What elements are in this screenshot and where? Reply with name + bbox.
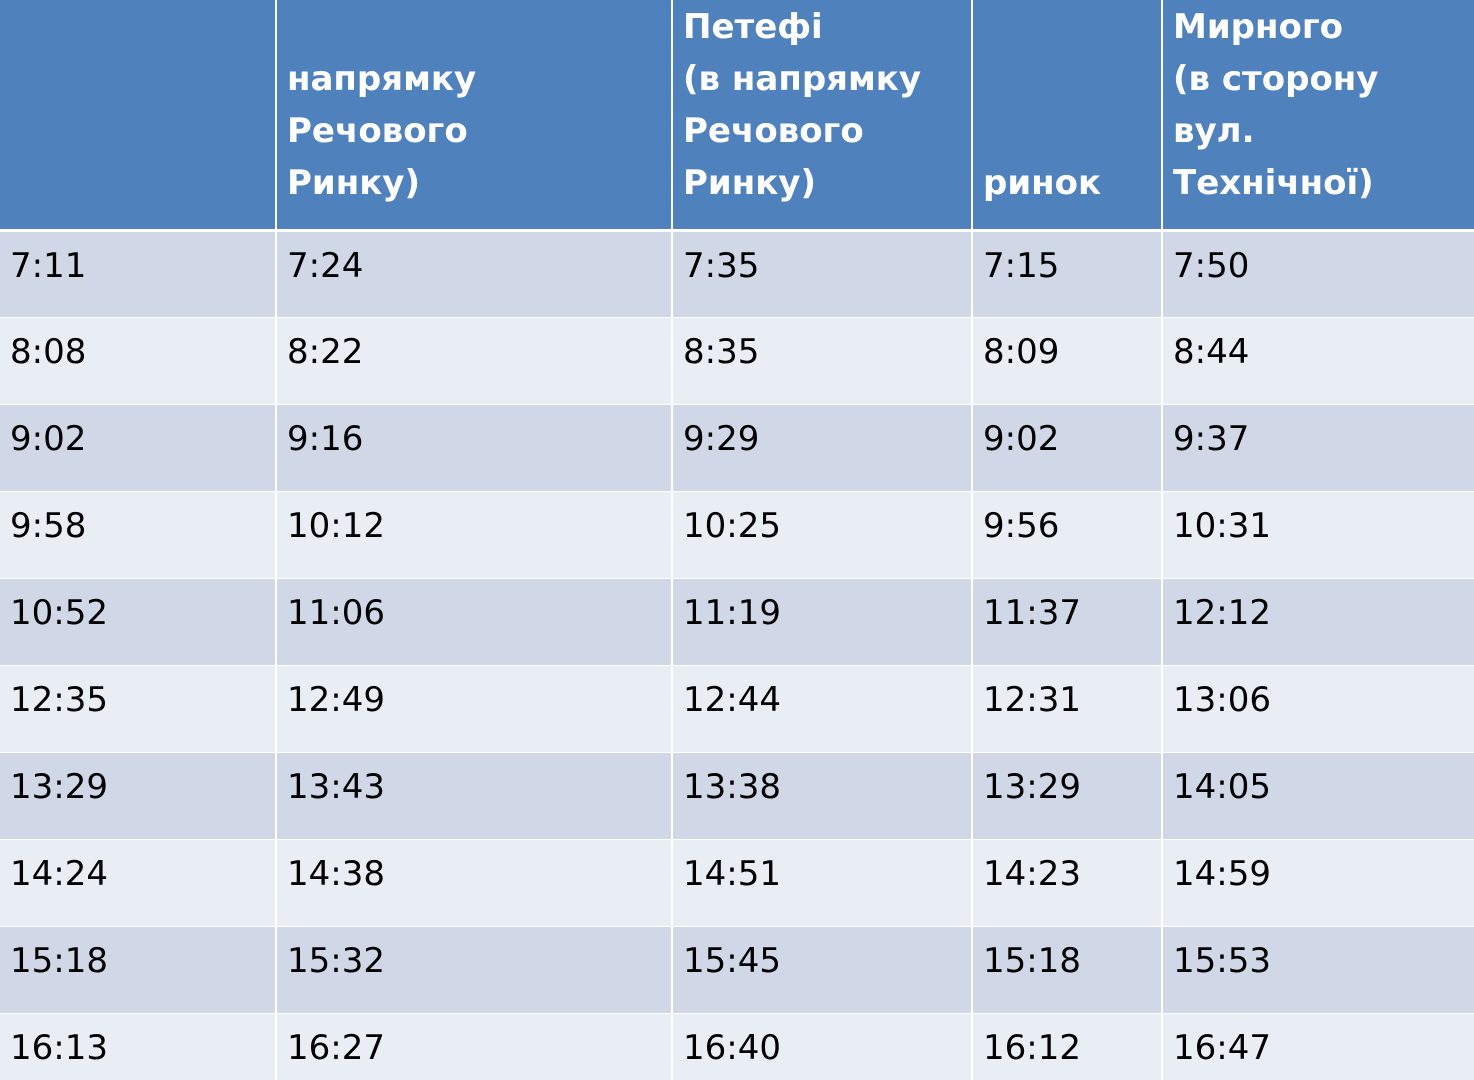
time-cell: 8:44 xyxy=(1162,317,1474,404)
time-cell: 8:22 xyxy=(276,317,672,404)
time-cell: 15:32 xyxy=(276,926,672,1013)
time-cell: 12:44 xyxy=(672,665,972,752)
table-row xyxy=(0,491,1474,578)
table-row xyxy=(0,404,1474,491)
time-cell: 10:25 xyxy=(672,491,972,578)
time-cell: 16:12 xyxy=(972,1013,1162,1080)
time-cell: 13:38 xyxy=(672,752,972,839)
time-cell: 7:15 xyxy=(972,230,1162,317)
time-cell: 14:05 xyxy=(1162,752,1474,839)
time-cell: 16:47 xyxy=(1162,1013,1474,1080)
time-cell: 14:24 xyxy=(0,839,276,926)
column-header-5: Мирного (в сторону вул. Технічної) xyxy=(1162,0,1474,230)
table-body xyxy=(0,230,1474,1080)
header-row xyxy=(0,0,1474,230)
time-cell: 14:59 xyxy=(1162,839,1474,926)
table-row xyxy=(0,665,1474,752)
time-cell: 9:02 xyxy=(972,404,1162,491)
time-cell: 13:43 xyxy=(276,752,672,839)
time-cell: 9:16 xyxy=(276,404,672,491)
time-cell: 12:49 xyxy=(276,665,672,752)
time-cell: 10:12 xyxy=(276,491,672,578)
time-cell: 10:52 xyxy=(0,578,276,665)
column-header-3: Петефі (в напрямку Речового Ринку) xyxy=(672,0,972,230)
time-cell: 14:51 xyxy=(672,839,972,926)
time-cell: 10:31 xyxy=(1162,491,1474,578)
time-cell: 13:29 xyxy=(972,752,1162,839)
table-row xyxy=(0,1013,1474,1080)
time-cell: 11:06 xyxy=(276,578,672,665)
time-cell: 9:29 xyxy=(672,404,972,491)
time-cell: 9:56 xyxy=(972,491,1162,578)
time-cell: 12:35 xyxy=(0,665,276,752)
time-cell: 15:18 xyxy=(0,926,276,1013)
time-cell: 8:35 xyxy=(672,317,972,404)
time-cell: 15:45 xyxy=(672,926,972,1013)
table-row xyxy=(0,578,1474,665)
column-header-1 xyxy=(0,0,276,230)
time-cell: 11:37 xyxy=(972,578,1162,665)
time-cell: 12:31 xyxy=(972,665,1162,752)
time-cell: 13:06 xyxy=(1162,665,1474,752)
table-row xyxy=(0,839,1474,926)
table-row xyxy=(0,317,1474,404)
table-header xyxy=(0,0,1474,230)
time-cell: 14:38 xyxy=(276,839,672,926)
time-cell: 8:08 xyxy=(0,317,276,404)
time-cell: 16:40 xyxy=(672,1013,972,1080)
time-cell: 16:13 xyxy=(0,1013,276,1080)
time-cell: 9:02 xyxy=(0,404,276,491)
time-cell: 14:23 xyxy=(972,839,1162,926)
time-cell: 9:37 xyxy=(1162,404,1474,491)
time-cell: 7:35 xyxy=(672,230,972,317)
time-cell: 13:29 xyxy=(0,752,276,839)
table-row xyxy=(0,926,1474,1013)
time-cell: 11:19 xyxy=(672,578,972,665)
table-row xyxy=(0,230,1474,317)
time-cell: 8:09 xyxy=(972,317,1162,404)
time-cell: 15:18 xyxy=(972,926,1162,1013)
column-header-4: ринок xyxy=(972,0,1162,230)
time-cell: 16:27 xyxy=(276,1013,672,1080)
time-cell: 15:53 xyxy=(1162,926,1474,1013)
time-cell: 12:12 xyxy=(1162,578,1474,665)
time-cell: 7:50 xyxy=(1162,230,1474,317)
time-cell: 9:58 xyxy=(0,491,276,578)
time-cell: 7:24 xyxy=(276,230,672,317)
column-header-2: напрямку Речового Ринку) xyxy=(276,0,672,230)
time-cell: 7:11 xyxy=(0,230,276,317)
table-row xyxy=(0,752,1474,839)
